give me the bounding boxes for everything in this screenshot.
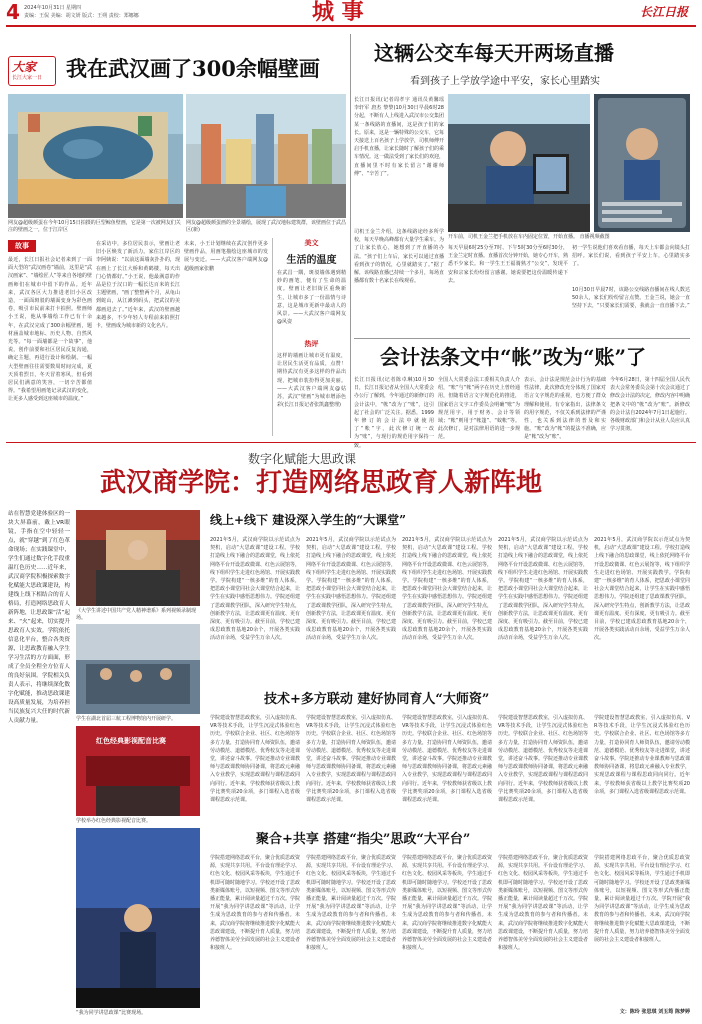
section-title: 城 事: [312, 0, 364, 25]
section2-body-col5: 学院建设智慧思政教室，引入虚拟仿真、VR等技术手段，让学生沉浸式体验红色历史。学校联合企业、社区、红色场馆等多方力量，打造协同育人师资队伍，邀请劳动模范、道德模范、优秀校友等走进课堂，讲述奋斗故事。学院还推动专业课教师与思政课教师协同备课，将思政元素融入专业教学，实现思政课程与课程思政同向同行。近年来，学校教师获省级以上教学比赛奖项20余项，多门课程入选省级课程思政示范课。: [594, 715, 690, 795]
contest-banner-text: 红色经典影视配音比赛: [96, 737, 166, 745]
photo-caption-1: 网友@超级颜蛋在今年10月15日拍摄的巨型鲸鱼壁画，它是第一次被网友们关注的壁画之一，位于江岸区: [8, 220, 181, 233]
story2-body-3: 每天早晨6时25分至7时、下午5时30分至6时30分，王金兰定时直播。直播首次分钟开始，她专心开车，熟悉不少家长。和一学生王王福骑熟才“公交”，发现平安和宗家长纷纷留言感谢。她说要把这份温暖传递下去。: [448, 245, 569, 284]
story3-body-1: 长江日报讯(记者陈卓琳)10月30日，长江日报记者从全国人大常委会办公厅了解到，今年通过的新修订的会计法中，“帐”改为了“账”，这引起了社会的广泛关注。据悉，1999年修订的会计法中就使用了“帐”字，此次修订统一改为“账”，与现行的规范用字保持一致。: [354, 377, 435, 449]
img3-caption: 学校举办红色经典影视配音比赛。: [76, 818, 152, 824]
header-rule: [6, 25, 696, 27]
header-date: 2024年10月31日 星期四: [24, 5, 82, 11]
section1-body-col5: 2021年5月，武汉商学院以示范试点为契机，启动“大思政课”建设工程。学校打造线上线下融合的思政课堂，线上依托网络平台开设思政微课、红色云展馆等，线下组织学生走进红色场馆、开展实践教学。学院构建“一核多维”的育人体系，把思政小课堂同社会大课堂结合起来，让学生在实践中感悟思想伟力。学院还组建了思政课教学团队，深入研究学生特点，创新教学方法，让思政课更有温度、更有深度、更有吸引力。截至目前，学校已建成思政教育基地20余个，开展各类实践活动百余场，受益学生万余人次。: [594, 537, 690, 642]
img2-caption: 学生在湖北首届三航工程博物馆内开展研学。: [76, 716, 177, 722]
comment2-body: 这样的墙画让城市更有温度，让居民生活更有品质，点赞！期待武汉有更多这样的作品出现，把城市装扮得更加美丽。——大武汉客户端网友@姑苏，武汉“壁画”为城市增添色彩(长江日报记者张凯鑫整理): [277, 353, 346, 409]
header-editors: 责编：王侃 美编：胡文妍 版式：王朔 责校：郑娜娜: [24, 13, 139, 19]
photo-caption-2: 网友@超级颜蛋画的全景墙绘，展现了武汉地标建筑群，该壁画位于武昌区(新): [186, 220, 347, 233]
story2-body-2: 司机王金兰介绍，这条线路途经多所学校，每天早晚高峰都有大量学生乘车。为了让家长放心，她想到了开直播的办法。“孩子们上车后，家长可以通过直播看到孩子的情况，心里就踏实了。”据了解，该线路直播已持续一个多月，每场直播都有数十名家长在线观看。: [354, 229, 445, 285]
section1-body-col2: 2021年5月，武汉商学院以示范试点为契机，启动“大思政课”建设工程。学校打造线上线下融合的思政课堂，线上依托网络平台开设思政微课、红色云展馆等，线下组织学生走进红色场馆、开展实践教学。学院构建“一核多维”的育人体系，把思政小课堂同社会大课堂结合起来，让学生在实践中感悟思想伟力。学院还组建了思政课教学团队，深入研究学生特点，创新教学方法，让思政课更有温度、更有深度、更有吸引力。截至目前，学校已建成思政教育基地20余个，开展各类实践活动百余场，受益学生万余人次。: [306, 537, 397, 642]
section2-body-col4: 学院建设智慧思政教室，引入虚拟仿真、VR等技术手段，让学生沉浸式体验红色历史。学校联合企业、社区、红色场馆等多方力量，打造协同育人师资队伍，邀请劳动模范、道德模范、优秀校友等走进课堂，讲述奋斗故事。学院还推动专业课教师与思政课教师协同备课，将思政元素融入专业教学，实现思政课程与课程思政同向同行。近年来，学校教师获省级以上教学比赛奖项20余项，多门课程入选省级课程思政示范课。: [498, 715, 589, 804]
comment-column: [272, 238, 346, 436]
section3-body-col1: 学院搭建网络思政平台，聚合优质思政资源，实现共享共用。平台设有理论学习、红色文化、校园风采等板块，学生通过手机即可随时随地学习。学校还开设了思政类新媒体账号，以短视频、图文等形式传播正能量，累计阅读量超过千万次。学院开展“我为同学讲思政课”等活动，让学生成为思政教育的参与者和传播者。未来，武汉商学院将继续推进数字化赋能大思政课建设，不断提升育人质量，努力培养德智体美劳全面发展的社会主义建设者和接班人。: [210, 855, 301, 952]
img1-caption: 《大学生讲述中国共产党人精神谱系》系列视频录制现场。: [76, 608, 197, 621]
story2-subtitle: 看到孩子上学放学途中平安，家长心里踏实: [410, 76, 600, 87]
story-label-text: 故事: [15, 242, 29, 250]
story1-kicker-box: [8, 56, 56, 86]
story2-title: 这辆公交车每天开两场直播: [374, 41, 614, 65]
story3-body-3: 表示，会计法是规范会计行为的基础性法律，此次修改充分体现了国家对语言文字规范的重视，也方便了群众理解和使用。有专家指出，法律条文的用字规范，不仅关系到法律的严谨性，也关系到法律的普及和实施。“账”改为“帐”的提法不准确，应是“帐”改为“账”。: [524, 377, 606, 441]
section3-body-col2: 学院搭建网络思政平台，聚合优质思政资源，实现共享共用。平台设有理论学习、红色文化、校园风采等板块，学生通过手机即可随时随地学习。学校还开设了思政类新媒体账号，以短视频、图文等形式传播正能量，累计阅读量超过千万次。学院开展“我为同学讲思政课”等活动，让学生成为思政教育的参与者和传播者。未来，武汉商学院将继续推进数字化赋能大思政课建设，不断提升育人质量，努力培养德智体美劳全面发展的社会主义建设者和接班人。: [306, 855, 397, 952]
comment1-title: 生活的温度: [286, 255, 337, 266]
story-label-box: [8, 240, 36, 252]
page-header: [0, 0, 702, 26]
story1-body-col3: 未来，小王计划继续在武汉创作更多壁画作品，用画笔描绘这座城市的发展与变迁。——大武汉客户端网友@超级画家张鹏: [184, 241, 268, 272]
section1-title: 线上+线下 建设深入学生的“大课堂”: [210, 513, 407, 527]
kicker-small-text: 长江大家一日: [12, 75, 43, 81]
section2-title: 技术+多方联动 建好协同育人“大师资”: [264, 692, 490, 707]
comment2-label: 热评: [304, 340, 319, 348]
story1-title: 我在武汉画了300余幅壁画: [66, 56, 320, 81]
kicker-big-text: 大家: [12, 60, 37, 74]
bus-driver-photo: [448, 94, 590, 232]
story2-body-5: 10月30日早晨7时，该路公交线路直播间在线人数达50余人，家长们纷纷留言点赞。王金兰说，她会一直坚持下去，“只要家长们需要，我就会一直直播下去。”: [572, 287, 690, 310]
speech-contest-photo: [76, 828, 200, 1008]
livestream-screenshot: [594, 94, 690, 232]
story1-body-col1: 最近，长江日报社会记者来到了一面面大型的“武汉画卷”墙前，这里是“武汉画家”、“墙绘匠人”等来自各地的壁画师们在城市中留下的作品。近年来，武汉各区大力推进老旧小区改造，一面面斑驳的墙面变身为彩色画卷，吸引市民前来打卡拍照。壁画师小王说，他从事墙绘工作已有十余年，在武汉完成了300余幅壁画，题材涵盖城市地标、历史人物、自然风光等。“每一面墙都是一个故事”，他说，创作前要和社区居民反复沟通，确定主题，再进行设计和绘制。一幅大型壁画往往需要数周时间完成，夏天顶着烈日，冬天冒着寒风，但看到居民们满意的笑容，一切辛苦都值得。“我希望用画笔记录武汉的变化，让更多人感受到这座城市的温度。”: [8, 257, 92, 403]
story3-title: 会计法条文中“帐”改为“账”了: [380, 345, 647, 369]
section1-body-col4: 2021年5月，武汉商学院以示范试点为契机，启动“大思政课”建设工程。学校打造线上线下融合的思政课堂，线上依托网络平台开设思政微课、红色云展馆等，线下组织学生走进红色场馆、开展实践教学。学院构建“一核多维”的育人体系，把思政小课堂同社会大课堂结合起来，让学生在实践中感悟思想伟力。学院还组建了思政课教学团队，深入研究学生特点，创新教学方法，让思政课更有温度、更有深度、更有吸引力。截至目前，学校已建成思政教育基地20余个，开展各类实践活动百余场，受益学生万余人次。: [498, 537, 589, 642]
dubbing-contest-photo: [76, 726, 200, 816]
section2-body-col3: 学院建设智慧思政教室，引入虚拟仿真、VR等技术手段，让学生沉浸式体验红色历史。学校联合企业、社区、红色场馆等多方力量，打造协同育人师资队伍，邀请劳动模范、道德模范、优秀校友等走进课堂，讲述奋斗故事。学院还推动专业课教师与思政课教师协同备课，将思政元素融入专业教学，实现思政课程与课程思政同向同行。近年来，学校教师获省级以上教学比赛奖项20余项，多门课程入选省级课程思政示范课。: [402, 715, 493, 804]
museum-visit-photo: [76, 624, 200, 714]
column-divider: [350, 34, 351, 438]
mural-photo-whale: [8, 94, 183, 218]
story4-byline: 文：陈玲 张思琪 刘玉筠 陈梦婷: [619, 1009, 690, 1015]
bus-photo-caption: 开车前，司机王金兰把手机放在车内固定位置，开始直播。 直播视频截图: [448, 234, 610, 240]
section3-body-col3: 学院搭建网络思政平台，聚合优质思政资源，实现共享共用。平台设有理论学习、红色文化、校园风采等板块，学生通过手机即可随时随地学习。学校还开设了思政类新媒体账号，以短视频、图文等形式传播正能量，累计阅读量超过千万次。学院开展“我为同学讲思政课”等活动，让学生成为思政教育的参与者和传播者。未来，武汉商学院将继续推进数字化赋能大思政课建设，不断提升育人质量，努力培养德智体美劳全面发展的社会主义建设者和接班人。: [402, 855, 493, 952]
story4-title: 武汉商学院：打造网络思政育人新阵地: [100, 468, 543, 498]
story1-body-col2: 在采访中，多位居民表示，壁画让老旧小区焕发了新活力。家住江岸区的李阿姨说：“以前这面墙灰扑扑的，现在画上了长江大桥和黄鹤楼，每天出门心情都好。”小王说，他最满意的作品是位于汉口的一幅长达百米的长江主题壁画，“画了整整两个月，从龟山到蛇山，从江滩到码头，把武汉的美都画进去了。”近年来，武汉的壁画越来越多，不少年轻人专程前来拍照打卡，壁画成为城市新的文化名片。: [96, 241, 180, 330]
kicker-bracket: [8, 56, 56, 86]
section1-body-col3: 2021年5月，武汉商学院以示范试点为契机，启动“大思政课”建设工程。学校打造线上线下融合的思政课堂，线上依托网络平台开设思政微课、红色云展馆等，线下组织学生走进红色场馆、开展实践教学。学院构建“一核多维”的育人体系，把思政小课堂同社会大课堂结合起来，让学生在实践中感悟思想伟力。学院还组建了思政课教学团队，深入研究学生特点，创新教学方法，让思政课更有温度、更有深度、更有吸引力。截至目前，学校已建成思政教育基地20余个，开展各类实践活动百余场，受益学生万余人次。: [402, 537, 493, 642]
story2-body-1: 长江日报讯(记者周孝宇 通讯员黄馨瑶 李轩军 唐杰 黎黎)10月30日早晨6时28分起，不断有人上线进入武汉市公交集团某一条线路的直播间，这是孩子们的家长。原来，这是一辆特殊的公交车，它每天接送上百名孩子上学放学，司机师傅开启手机直播，让家长随时了解孩子们的乘车情况。这一做法受到了家长们的欢迎，直播间里不时有家长留言“谢谢师傅”、“辛苦了”。: [354, 97, 445, 177]
story3-body-4: 今年6月28日，第十四届全国人民代表大会常务委员会第十次会议通过了修改会计法的决定，修改内容中明确把条文中的“帐”改为“账”。新修改的会计法自2024年7月1日起施行。各级财政部门和会计从业人员应认真学习贯彻。: [610, 377, 691, 433]
mural-photo-cityscape: [186, 94, 346, 218]
section2-body-col1: 学院建设智慧思政教室，引入虚拟仿真、VR等技术手段，让学生沉浸式体验红色历史。学校联合企业、社区、红色场馆等多方力量，打造协同育人师资队伍，邀请劳动模范、道德模范、优秀校友等走进课堂，讲述奋斗故事。学院还推动专业课教师与思政课教师协同备课，将思政元素融入专业教学，实现思政课程与课程思政同向同行。近年来，学校教师获省级以上教学比赛奖项20余项，多门课程入选省级课程思政示范课。: [210, 715, 301, 804]
story-divider-1: [354, 338, 690, 339]
story-divider-2: [6, 442, 696, 443]
comment1-body: 在武昌一隅，斑驳墙体遇到精妙的画笔，便有了生命的温度。壁画让老旧街区重焕新生，让城市多了一份温情与诗意，这是城市更新中最动人的风景。——大武汉客户端网友@风姿: [277, 270, 346, 326]
section2-body-col2: 学院建设智慧思政教室，引入虚拟仿真、VR等技术手段，让学生沉浸式体验红色历史。学校联合企业、社区、红色场馆等多方力量，打造协同育人师资队伍，邀请劳动模范、道德模范、优秀校友等走进课堂，讲述奋斗故事。学院还推动专业课教师与思政课教师协同备课，将思政元素融入专业教学，实现思政课程与课程思政同向同行。近年来，学校教师获省级以上教学比赛奖项20余项，多门课程入选省级课程思政示范课。: [306, 715, 397, 804]
comment1-label: 美文: [304, 239, 319, 247]
section1-body-col1: 2021年5月，武汉商学院以示范试点为契机，启动“大思政课”建设工程。学校打造线上线下融合的思政课堂，线上依托网络平台开设思政微课、红色云展馆等，线下组织学生走进红色场馆、开展实践教学。学院构建“一核多维”的育人体系，把思政小课堂同社会大课堂结合起来，让学生在实践中感悟思想伟力。学院还组建了思政课教学团队，深入研究学生特点，创新教学方法，让思政课更有温度、更有深度、更有吸引力。截至目前，学校已建成思政教育基地20余个，开展各类实践活动百余场，受益学生万余人次。: [210, 537, 301, 642]
section3-body-col5: 学院搭建网络思政平台，聚合优质思政资源，实现共享共用。平台设有理论学习、红色文化、校园风采等板块，学生通过手机即可随时随地学习。学校还开设了思政类新媒体账号，以短视频、图文等形式传播正能量，累计阅读量超过千万次。学院开展“我为同学讲思政课”等活动，让学生成为思政教育的参与者和传播者。未来，武汉商学院将继续推进数字化赋能大思政课建设，不断提升育人质量，努力培养德智体美劳全面发展的社会主义建设者和接班人。: [594, 855, 690, 944]
masthead-logo: 长江日报: [640, 5, 689, 19]
section3-body-col4: 学院搭建网络思政平台，聚合优质思政资源，实现共享共用。平台设有理论学习、红色文化、校园风采等板块，学生通过手机即可随时随地学习。学校还开设了思政类新媒体账号，以短视频、图文等形式传播正能量，累计阅读量超过千万次。学院开展“我为同学讲思政课”等活动，让学生成为思政教育的参与者和传播者。未来，武汉商学院将继续推进数字化赋能大思政课建设，不断提升育人质量，努力培养德智体美劳全面发展的社会主义建设者和接班人。: [498, 855, 589, 952]
story4-kicker: 数字化赋能大思政课: [248, 452, 357, 466]
video-recording-photo: [76, 510, 200, 606]
story2-body-4: 初一学生说他们喜欢看直播，每天上车都会向镜头打招呼。家长们说，看到孩子平安上车，心里踏实多了。: [572, 245, 690, 268]
page-number: 4: [6, 0, 20, 24]
story3-body-2: 全国人大常委会法工委相关负责人介绍，“账”与“帐”两字在历史上曾经通用，但随着语言文字规范化的推进，国家语言文字工作委员会明确“账”为规范用字，用于财务、会计等领域；“帐”则用于“帐篷”、“蚊帐”等。此次修订，是对法律用语的进一步规范。: [438, 377, 520, 441]
story4-sidebar: 站在智慧党建体验区的一块大屏幕前，戴上VR眼镜，手指在空中轻轻一点，就“穿越”到了红色革命现场；在实践课堂中，学生们通过数字化手段重温红色历史……近年来，武汉商学院积极探索数字化赋能大思政课建设，构建线上线下相结合的育人格局，打造网络思政育人新阵地，让思政课“活”起来、“火”起来，切实提升思政育人实效。学院依托信息化平台，整合各类资源，让思政教育融入学生学习生活的方方面面，形成了全员全程全方位育人的良好氛围。学院相关负责人表示，将继续深化数字化赋能，推动思政课建设高质量发展，为培养担当民族复兴大任的时代新人贡献力量。: [8, 511, 70, 724]
section3-title: 聚合+共享 搭建“指尖”思政“大平台”: [256, 832, 471, 847]
img4-caption: “我为同学讲思政课”比赛现场。: [76, 1010, 147, 1016]
